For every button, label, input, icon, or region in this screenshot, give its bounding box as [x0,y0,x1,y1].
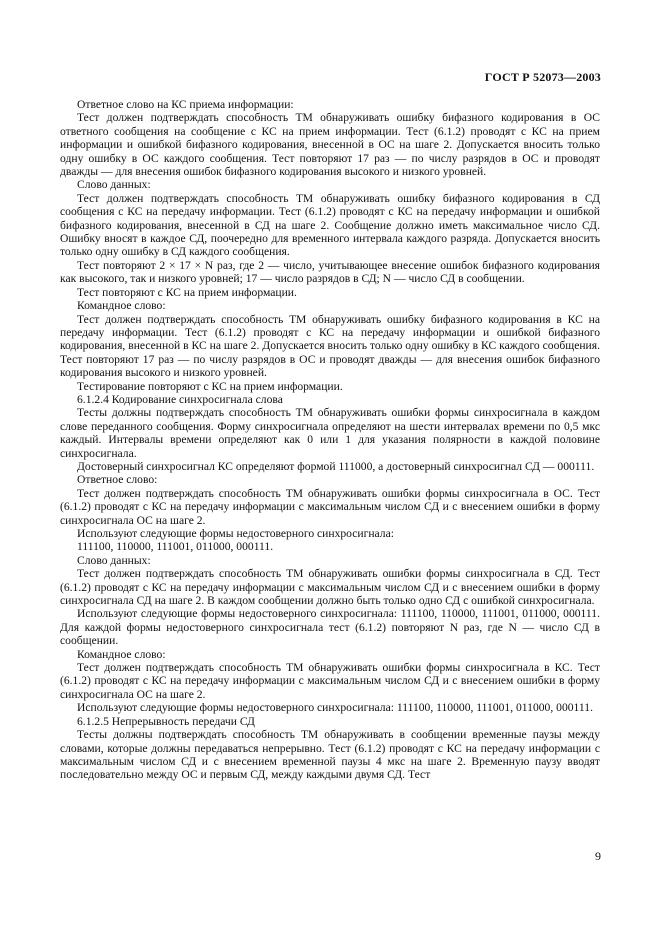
paragraph: Достоверный синхросигнал КС определяют формой 111000, а достоверный синхросигнал СД — 000111. [77,459,595,473]
paragraph: Используют следующие формы недостоверного синхросигнала: [77,527,394,540]
document-standard-header: ГОСТ Р 52073—2003 [484,70,601,84]
paragraph: Тест должен подтверждать способность ТМ обнаруживать ошибку бифазного кодирования в КС на передачу информации. Тест (6.1.2) проводят с КС на передачу информации и ошибкой бифазного кодирования, внесенной в КС на шаге 2. Допускается вносить только одну ошибку в КС каждого сообщения. Тест повторяют 17 раз — по числу разрядов в ОС и проводят дважды — для внесения ошибок бифазного кодирования высокого и низкого уровней. [60,312,600,380]
document-body [60,98,600,782]
paragraph: Используют следующие формы недостоверного синхросигнала: 111100, 110000, 111001, 011000, 000111. Для каждой формы недостоверного синхросигнала тест (6.1.2) повторяют N раз, где N — число СД в сообщении. [60,607,600,648]
paragraph-data-word-heading: Слово данных: [77,553,151,567]
paragraph: Тест повторяют с КС на прием информации. [77,285,297,299]
page-number: 9 [595,849,601,863]
paragraph: Тест должен подтверждать способность ТМ обнаруживать ошибки формы синхросигнала в СД. Тест (6.1.2) проводят с КС на передачу информации с максимальным числом СД и с внесением ошибки в форму синхросигнала СД на шаге 2. В каждом сообщении должно быть только одно СД с ошибкой синхросигнала. [60,567,600,608]
paragraph: Тест должен подтверждать способность ТМ обнаруживать ошибку бифазного кодирования в СД сообщения с КС на передачу информации. Тест (6.1.2) проводят с КС на передачу информации и ошибкой бифазного кодирования, внесенной в СД на шаге 2. Сообщение должно иметь максимальное число СД. Ошибку вносят в каждое СД, поочередно для временного интервала каждого разряда. Допускается вносить только одну ошибку в СД каждого сообщения. [60,191,600,259]
paragraph: Тестирование повторяют с КС на прием информации. [77,379,343,393]
paragraph-sync-forms-list: 111100, 110000, 111001, 011000, 000111. [77,540,274,554]
paragraph-response-word-heading: Ответное слово: [77,473,158,487]
paragraph: Тесты должны подтверждать способность ТМ обнаруживать в сообщении временные паузы между словами, которые должны передаваться непрерывно. Тест (6.1.2) проводят с КС на передачу информации с максимальным числом СД и с внесением временной паузы 4 мкс на шаге 2. Временную паузу вводят последовательно между ОС и первым СД, между каждыми двумя СД. Тест [60,728,600,782]
section-heading-6-1-2-5: 6.1.2.5 Непрерывность передачи СД [77,714,255,728]
paragraph-response-word-heading: Ответное слово на КС приема информации: [77,98,294,111]
section-heading-6-1-2-4: 6.1.2.4 Кодирование синхросигнала слова [77,392,283,406]
paragraph: Тест должен подтверждать способность ТМ обнаруживать ошибки формы синхросигнала в ОС. Тест (6.1.2) проводят с КС на передачу информации с максимальным числом СД и с внесением ошибки в форму синхросигнала ОС на шаге 2. [60,486,600,527]
paragraph: Тест должен подтверждать способность ТМ обнаруживать ошибку бифазного кодирования в ОС ответного сообщения на сообщение с КС на прием информации. Тест (6.1.2) проводят с КС на прием информации и ошибкой бифазного кодирования, внесенной в ОС на шаге 2. Допускается вносить только одну ошибку в ОС каждого сообщения. Тест повторяют 17 раз — по числу разрядов в ОС и проводят дважды — для внесения ошибок бифазного кодирования высокого и низкого уровней. [60,111,600,179]
paragraph-command-word-heading: Командное слово: [77,647,166,661]
paragraph: Тест повторяют 2 × 17 × N раз, где 2 — число, учитывающее внесение ошибок бифазного кодирования как высокого, так и низкого уровней; 17 — число разрядов в СД; N — число СД в сообщении. [60,258,600,286]
paragraph: Тесты должны подтверждать способность ТМ обнаруживать ошибки формы синхросигнала в каждом слове переданного сообщения. Форму синхросигнала определяют на шести интервалах времени по 0,5 мкс каждый. Интервалы времени определяют как 0 или 1 для указания полярности в каждой половине синхросигнала. [60,406,600,460]
paragraph: Тест должен подтверждать способность ТМ обнаруживать ошибки формы синхросигнала в КС. Тест (6.1.2) проводят с КС на передачу информации с максимальным числом СД и с внесением ошибки в форму синхросигнала ОС на шаге 2. [60,661,600,701]
paragraph-data-word-heading: Слово данных: [77,178,151,192]
paragraph: Используют следующие формы недостоверного синхросигнала: 111100, 110000, 111001, 011000, 000111. [77,701,593,715]
paragraph-command-word-heading: Командное слово: [77,299,166,313]
